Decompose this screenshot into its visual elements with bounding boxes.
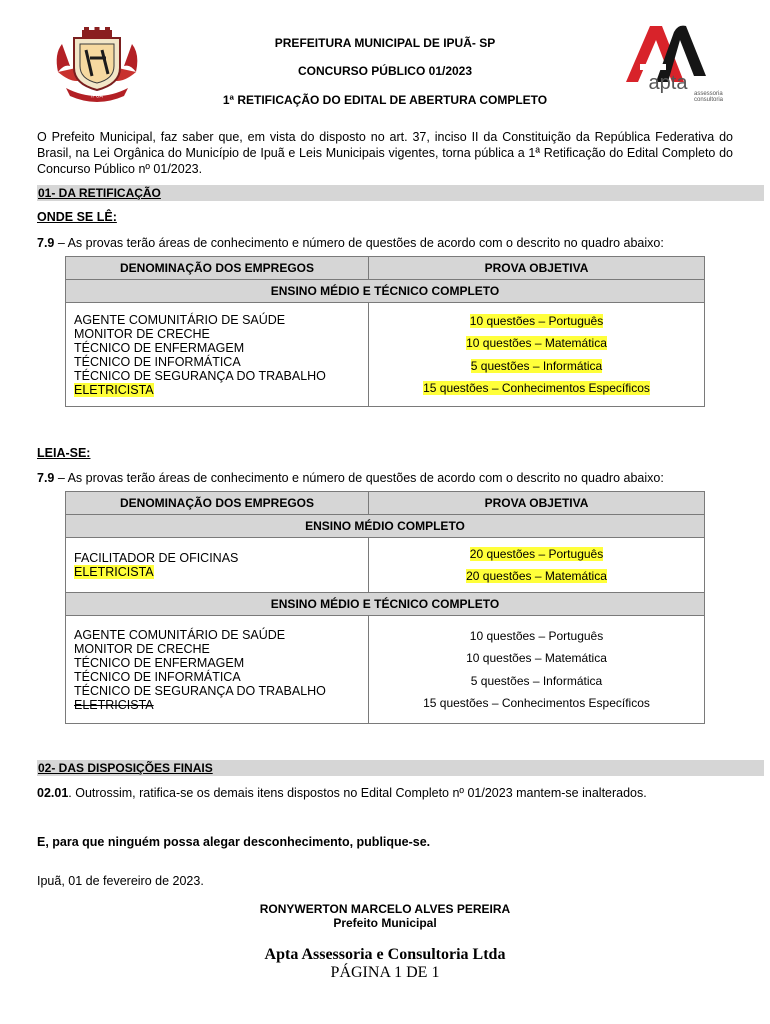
item-text: – As provas terão áreas de conhecimento e número de questões de acordo com o descrito no quadro abaixo:	[54, 471, 664, 485]
exams-cell	[369, 616, 705, 724]
item-text: . Outrossim, ratifica-se os demais itens dispostos no Edital Completo nº 01/2023 mantem-se inalterados.	[68, 786, 647, 800]
jobs-cell	[66, 538, 369, 593]
quadro-leia-se	[65, 491, 705, 724]
exam-item: 5 questões – Informática	[470, 358, 603, 373]
svg-text:consultoria: consultoria	[694, 97, 724, 103]
header-concurso: CONCURSO PÚBLICO 01/2023	[297, 64, 473, 78]
exams-cell	[369, 538, 705, 593]
exam-item: 15 questões – Conhecimentos Específicos	[423, 696, 650, 710]
job-item: MONITOR DE CRECHE	[74, 641, 210, 656]
col-header-empregos: DENOMINAÇÃO DOS EMPREGOS	[66, 492, 369, 515]
job-item-struck: ELETRICISTA	[74, 697, 154, 712]
col-header-prova: PROVA OBJETIVA	[369, 492, 705, 515]
job-item: AGENTE COMUNITÁRIO DE SAÚDE	[74, 627, 286, 642]
item-number: 02.01	[37, 786, 69, 800]
section-retificacao-title: 01- DA RETIFICAÇÃO	[38, 186, 161, 200]
job-item: TÉCNICO DE ENFERMAGEM	[74, 340, 245, 355]
exam-item: 5 questões – Informática	[470, 673, 603, 688]
item-02-01	[37, 786, 647, 800]
section-disposicoes-bar	[37, 760, 764, 776]
job-item-highlighted: ELETRICISTA	[74, 565, 154, 579]
onde-se-le-label: ONDE SE LÊ:	[37, 210, 117, 224]
signer-role: Prefeito Municipal	[333, 916, 437, 930]
exam-item: 10 questões – Português	[469, 313, 604, 328]
item-number: 7.9	[37, 236, 55, 250]
closing-statement: E, para que ninguém possa alegar desconhecimento, publique-se.	[37, 835, 431, 849]
col-header-empregos: DENOMINAÇÃO DOS EMPREGOS	[66, 257, 369, 280]
footer-page-number: PÁGINA 1 DE 1	[330, 964, 440, 981]
svg-text:assessoria: assessoria	[694, 91, 723, 97]
item-number: 7.9	[37, 471, 55, 485]
job-item: AGENTE COMUNITÁRIO DE SAÚDE	[74, 312, 286, 327]
job-item: TÉCNICO DE SEGURANÇA DO TRABALHO	[74, 368, 326, 383]
exam-item: 10 questões – Matemática	[466, 336, 607, 350]
job-item: TÉCNICO DE INFORMÁTICA	[74, 354, 241, 369]
item-text: – As provas terão áreas de conhecimento e número de questões de acordo com o descrito no quadro abaixo:	[54, 236, 664, 250]
job-item-highlighted: ELETRICISTA	[74, 382, 154, 397]
col-header-prova: PROVA OBJETIVA	[369, 257, 705, 280]
intro-paragraph: O Prefeito Municipal, faz saber que, em vista do disposto no art. 37, inciso II da Constituição da República Federativa do Brasil, na Lei Orgânica do Município de Ipuã e Leis Municipais vigentes, torna pública a 1ª Retificação do Edital Completo do Concurso Público nº 01/2023.	[37, 130, 733, 176]
footer-company: Apta Assessoria e Consultoria Ltda	[264, 946, 506, 963]
exam-item: 15 questões – Conhecimentos Específicos	[423, 381, 650, 395]
header-prefeitura: PREFEITURA MUNICIPAL DE IPUÃ- SP	[274, 36, 496, 50]
leia-se-label: LEIA-SE:	[37, 446, 91, 460]
item-7-9-onde	[37, 236, 664, 250]
exam-item: 10 questões – Português	[469, 628, 604, 643]
job-item: TÉCNICO DE INFORMÁTICA	[74, 669, 241, 684]
group-header: ENSINO MÉDIO COMPLETO	[66, 515, 705, 538]
job-item: TÉCNICO DE SEGURANÇA DO TRABALHO	[74, 683, 326, 698]
job-item: TÉCNICO DE ENFERMAGEM	[74, 655, 245, 670]
exam-item: 20 questões – Matemática	[466, 569, 607, 583]
exam-item: 20 questões – Português	[469, 546, 604, 561]
signer-name: RONYWERTON MARCELO ALVES PEREIRA	[259, 902, 511, 916]
quadro-onde-se-le	[65, 256, 705, 407]
section-disposicoes-title: 02- DAS DISPOSIÇÕES FINAIS	[38, 761, 213, 775]
group-header: ENSINO MÉDIO E TÉCNICO COMPLETO	[66, 280, 705, 303]
section-retificacao-bar	[37, 185, 764, 201]
header-retificacao: 1ª RETIFICAÇÃO DO EDITAL DE ABERTURA COMPLETO	[222, 93, 548, 107]
job-item: FACILITADOR DE OFICINAS	[74, 551, 239, 565]
svg-text:apta: apta	[648, 72, 688, 94]
group-header: ENSINO MÉDIO E TÉCNICO COMPLETO	[66, 593, 705, 616]
apta-logo	[618, 18, 724, 103]
date-line: Ipuã, 01 de fevereiro de 2023.	[37, 874, 204, 888]
svg-text:IPUÃ: IPUÃ	[91, 93, 103, 100]
job-item: MONITOR DE CRECHE	[74, 326, 210, 341]
jobs-cell	[66, 303, 369, 407]
exam-item: 10 questões – Matemática	[466, 651, 607, 665]
jobs-cell	[66, 616, 369, 724]
exams-cell	[369, 303, 705, 407]
item-7-9-leia	[37, 471, 664, 485]
